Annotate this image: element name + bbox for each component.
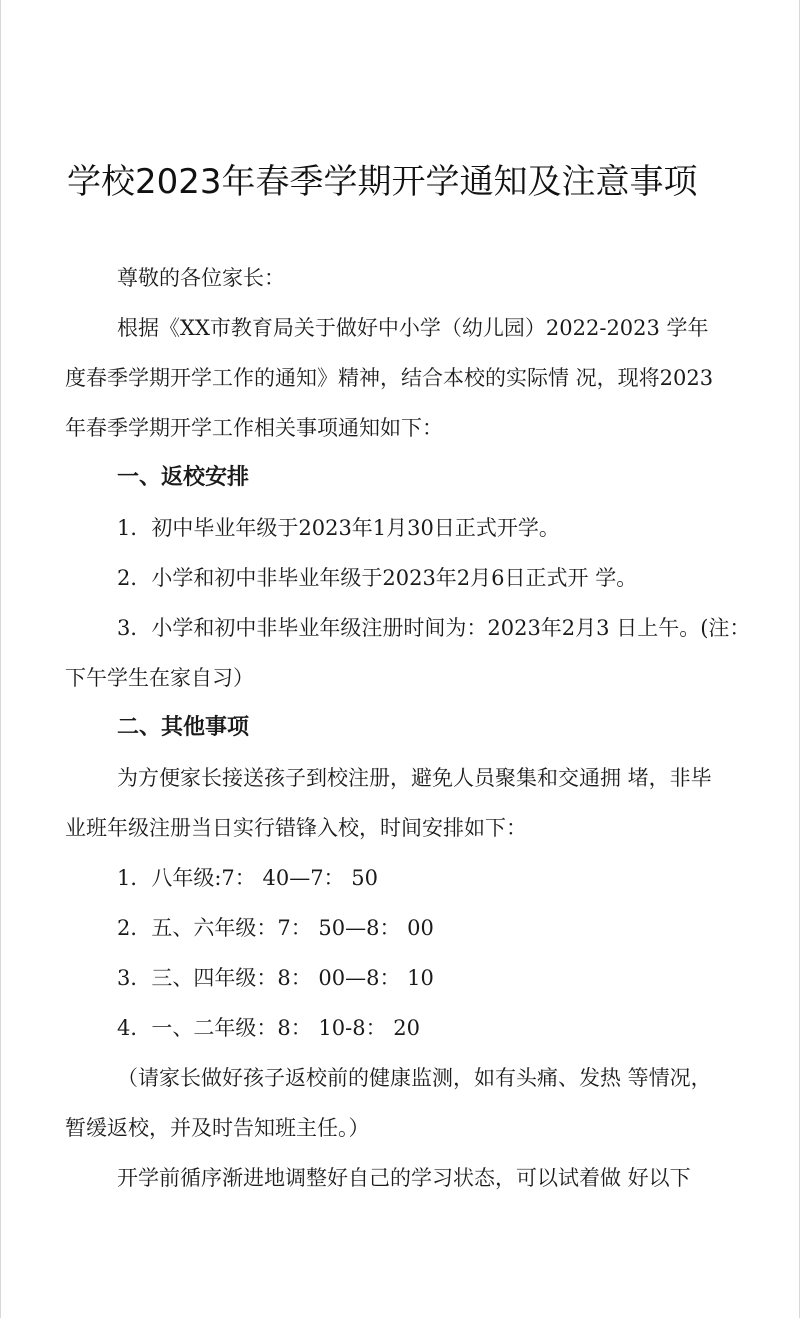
schedule-item-1: 1．八年级:7： 40—7： 50 — [117, 866, 378, 890]
schedule-item-3: 3．三、四年级：8： 00—8： 10 — [117, 966, 434, 990]
section-2-paragraph-1: 为方便家长接送孩子到校注册，避免人员聚集和交通拥 堵，非毕 — [117, 766, 712, 790]
section-2-paragraph-1-continued: 业班年级注册当日实行错锋入校，时间安排如下： — [65, 816, 527, 840]
intro-line-1: 根据《XX市教育局关于做好中小学（幼儿园）2022-2023 学年 — [117, 316, 709, 340]
document-title: 学校2023年春季学期开学通知及注意事项 — [67, 162, 698, 202]
greeting: 尊敬的各位家长： — [117, 266, 285, 290]
section-2-heading: 二、其他事项 — [117, 715, 250, 740]
section-1-item-2: 2．小学和初中非毕业年级于2023年2月6日正式开 学。 — [117, 566, 638, 590]
section-1-heading: 一、返校安排 — [117, 465, 250, 490]
section-1-item-3-continued: 下午学生在家自习） — [65, 666, 254, 690]
section-1-item-1: 1．初中毕业年级于2023年1月30日正式开学。 — [117, 516, 560, 540]
health-note: （请家长做好孩子返校前的健康监测，如有头痛、发热 等情况， — [117, 1066, 712, 1090]
intro-line-3: 年春季学期开学工作相关事项通知如下： — [65, 416, 443, 440]
schedule-item-2: 2．五、六年级：7： 50—8： 00 — [117, 916, 434, 940]
section-1-item-3: 3．小学和初中非毕业年级注册时间为：2023年2月3 日上午。(注： — [117, 616, 751, 640]
health-note-continued: 暂缓返校，并及时告知班主任。） — [65, 1116, 370, 1140]
section-2-paragraph-2: 开学前循序渐进地调整好自己的学习状态，可以试着做 好以下 — [117, 1166, 691, 1190]
schedule-item-4: 4．一、二年级：8： 10-8： 20 — [117, 1016, 420, 1040]
intro-line-2: 度春季学期开学工作的通知》精神，结合本校的实际情 况，现将2023 — [65, 366, 714, 390]
